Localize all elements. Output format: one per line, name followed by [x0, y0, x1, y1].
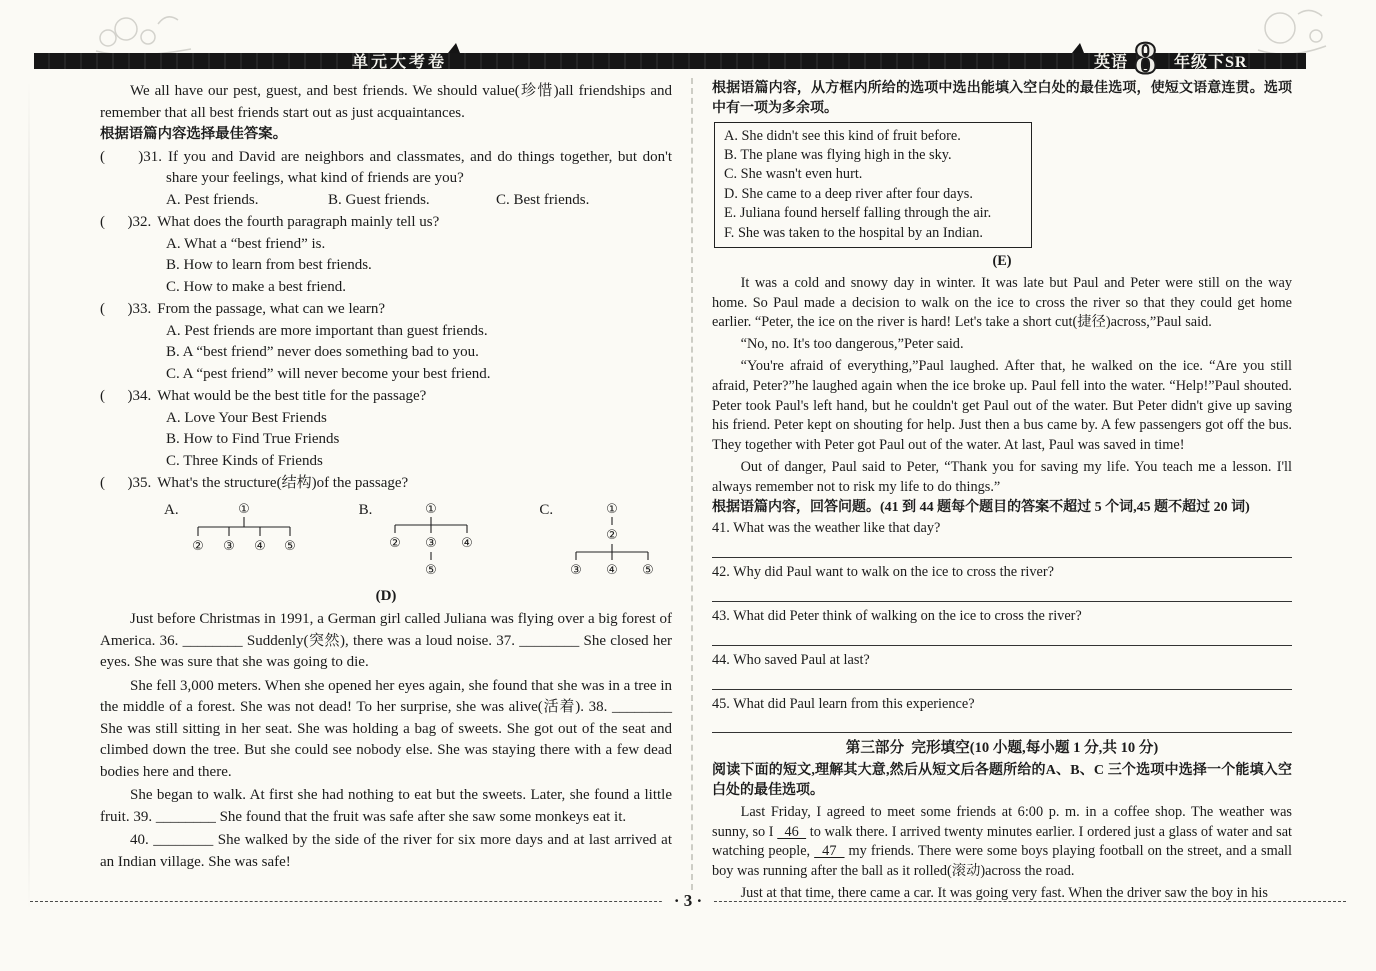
sentence-option-box: [714, 122, 1032, 248]
box-choice-instruction: 根据语篇内容，从方框内所给的选项中选出能填入空白处的最佳选项，使短文语意连贯。选项中有一项为多余项。: [712, 81, 1292, 116]
answer-line-42: [712, 583, 1292, 602]
svg-text:②: ②: [191, 538, 204, 554]
question-42: [712, 563, 1292, 602]
svg-text:①: ①: [606, 501, 618, 517]
svg-text:③: ③: [222, 538, 235, 554]
svg-text:②: ②: [389, 535, 402, 551]
svg-text:④: ④: [606, 562, 618, 578]
question-43-text: 43. What did Peter think of walking on the ice to cross the river?: [712, 607, 1082, 624]
choose-answer-instruction: 根据语篇内容选择最佳答案。: [100, 126, 288, 142]
box-option-f: F. She was taken to the hospital by an Indian.: [724, 224, 983, 241]
structure-diagram-c: [539, 500, 668, 584]
question-31-stem: [100, 147, 672, 190]
part3-instruction: 阅读下面的短文,理解其大意,然后从短文后各题所给的A、B、C 三个选项中选择一个能填入空白处的最佳选项。: [712, 763, 1292, 798]
answer-line-43: [712, 627, 1292, 646]
passage-d-paragraph-3: She began to walk. At first she had nothing to eat but the sweets. Later, she found a little fruit. 39. ________ She found that the fruit was safe after she saw some monkeys eat it.: [100, 787, 672, 825]
passage-e-label: (E): [992, 253, 1012, 270]
option-b: B. How to Find True Friends: [166, 431, 340, 447]
passage-d-paragraph-4: 40. ________ She walked by the side of the river for six more days and at last arrived at an Indian village. She was safe!: [100, 832, 672, 870]
option-a: A. Pest friends are more important than guest friends.: [166, 322, 488, 339]
option-a: A. Love Your Best Friends: [166, 409, 327, 426]
cloze-blank: 47: [814, 843, 845, 860]
diagram-label: B.: [358, 501, 373, 518]
svg-text:②: ②: [606, 527, 618, 543]
grade-suffix-label: 年级下SR: [1174, 54, 1248, 71]
question-33-options: [166, 321, 672, 386]
banner-triangle-right-icon: [1072, 43, 1084, 53]
question-34: [100, 386, 672, 472]
banner-triangle-left-icon: [448, 43, 460, 53]
header-banner: [34, 32, 1306, 83]
svg-text:⑤: ⑤: [283, 538, 296, 554]
option-a: A. What a “best friend” is.: [166, 235, 326, 252]
stem-text: What's the structure(结构)of the passage?: [157, 475, 409, 491]
part3-section-title: 第三部分 完形填空(10 小题,每小题 1 分,共 10 分): [845, 740, 1159, 757]
cloze-paragraph-1: Last Friday, I agreed to meet some friends at 6:00 p. m. in a coffee shop. The weather was sunny, so I 46 to walk there. I arrived twenty minutes earlier. I ordered just a glass of water and sat watching people, 47 my friends. There were some boys playing football on the street, and a small boy was running after the ball as it rolled(滚动)across the road.: [712, 803, 1293, 880]
box-option-d: D. She came to a deep river after four days.: [724, 185, 973, 202]
question-33-stem: [100, 299, 672, 321]
svg-text:①: ①: [237, 501, 250, 517]
right-column: [712, 79, 1292, 904]
question-31-options: [166, 190, 672, 212]
question-44: [712, 651, 1292, 690]
passage-d-label: (D): [375, 587, 397, 604]
question-32-stem: [100, 212, 672, 234]
question-34-stem: [100, 386, 672, 408]
cloze-paragraph-2: Just at that time, there came a car. It was going very fast. When the driver saw the boy in his: [740, 884, 1268, 901]
box-option-b: B. The plane was flying high in the sky.: [724, 147, 952, 163]
structure-diagram-a: [164, 500, 307, 584]
stem-text: What would be the best title for the passage?: [157, 388, 427, 404]
stem-text: From the passage, what can we learn?: [157, 301, 386, 317]
answer-questions-instruction: 根据语篇内容，回答问题。(41 到 44 题每个题目的答案不超过 5 个词,45 题不超过 20 词): [712, 499, 1250, 515]
box-option-c: C. She wasn't even hurt.: [724, 166, 863, 183]
svg-text:③: ③: [425, 535, 438, 551]
answer-line-41: [712, 539, 1292, 558]
stem-text: What does the fourth paragraph mainly tell us?: [157, 214, 440, 230]
tree-diagram-c: [556, 500, 668, 582]
box-option-a: A. She didn't see this kind of fruit before.: [724, 127, 961, 144]
option-c: C. Three Kinds of Friends: [166, 452, 323, 469]
question-33: [100, 299, 672, 385]
option-c: C. A “pest friend” will never become your best friend.: [166, 365, 491, 382]
question-34-options: [166, 408, 672, 473]
grade-number: 8: [1134, 32, 1157, 83]
answer-line-44: [712, 671, 1292, 690]
option-a: A. Pest friends.: [166, 191, 259, 208]
question-35-stem: [100, 473, 672, 495]
question-31: [100, 147, 672, 212]
question-41: [712, 519, 1292, 558]
svg-text:④: ④: [461, 535, 474, 551]
svg-text:⑤: ⑤: [425, 562, 438, 578]
tree-diagram-a: [182, 500, 307, 582]
option-c: C. How to make a best friend.: [166, 278, 346, 295]
answer-paren: ( )35.: [100, 475, 152, 491]
passage-d-paragraph-2: She fell 3,000 meters. When she opened her eyes again, she found that she was in a tree in the middle of a forest. She was not dead! To her surprise, she was alive(活着). 38. ________ She was still sitting in her seat. She was holding a bag of sweets. She got out of the seat and climbed down the tree. But she could see nobody else. She was staying there with a few dead bodies here and there.: [100, 677, 672, 780]
intro-paragraph: We all have our pest, guest, and best friends. We should value(珍惜)all friendships and remember that all best friends start out as just acquaintances.: [100, 83, 672, 121]
unit-title: 单元大考卷: [352, 54, 448, 71]
structure-diagram-b: [359, 500, 488, 584]
passage-e-paragraph-1: It was a cold and snowy day in winter. It was late but Paul and Peter were still on the way home. So Paul made a decision to walk on the ice to cross the river so that they could get home earlier. “Peter, the ice on the river is hard! Let's take a short cut(捷径)across,”Paul said.: [712, 274, 1292, 331]
cloze-blank: 46: [777, 823, 807, 840]
passage-e-paragraph-3: “You're afraid of everything,”Paul laughed. After that, he walked on the ice. “Are you still afraid, Peter?”he laughed again when the ice broke up. Paul fell into the water. “Help!”Paul shouted. Peter took Paul's left hand, but he couldn't get Paul out of the water. But Peter didn't give up saving his friend. Peter kept on shouting for help. Just then a bus came by. A few passengers got off the bus. They together with Peter got Paul out of the water. At last, Paul was saved in time!: [712, 358, 1292, 454]
passage-e-paragraph-2: “No, no. It's too dangerous,”Peter said.: [740, 336, 964, 353]
question-43: [712, 607, 1292, 646]
option-b: B. Guest friends.: [328, 191, 430, 208]
svg-text:①: ①: [425, 501, 438, 517]
answer-line-45: [712, 714, 1292, 733]
question-44-text: 44. Who saved Paul at last?: [712, 651, 870, 668]
diagram-label: A.: [164, 501, 179, 518]
passage-e-paragraph-4: Out of danger, Paul said to Peter, “Thank you for saving my life. You teach me a lesson. I'll always remember not to risk my life to do things.”: [712, 459, 1292, 495]
left-column: [100, 79, 672, 873]
svg-text:④: ④: [253, 538, 266, 554]
center-fold-line: [691, 78, 693, 890]
option-b: B. A “best friend” never does something bad to you.: [166, 344, 479, 360]
page-number: · 3 ·: [662, 891, 714, 911]
tree-diagram-b: [375, 500, 487, 582]
box-option-e: E. Juliana found herself falling through the air.: [724, 205, 992, 222]
option-c: C. Best friends.: [496, 191, 590, 208]
answer-paren: ( )32.: [100, 214, 152, 230]
stem-text: If you and David are neighbors and classmates, and do things together, but don't share your feelings, what kind of friends are you?: [166, 148, 672, 186]
svg-text:⑤: ⑤: [642, 562, 654, 578]
question-42-text: 42. Why did Paul want to walk on the ice to cross the river?: [712, 564, 1054, 581]
subject-label: 英语: [1094, 54, 1129, 71]
scan-edge-artifact: [28, 80, 30, 911]
question-35: [100, 473, 672, 584]
option-b: B. How to learn from best friends.: [166, 257, 372, 273]
question-45-text: 45. What did Paul learn from this experience?: [712, 695, 975, 712]
passage-d-paragraph-1: Just before Christmas in 1991, a German girl called Juliana was flying over a big forest of America. 36. ________ Suddenly(突然), there was a loud noise. 37. ________ She closed her eyes. She was sure that she was going to die.: [100, 611, 672, 670]
svg-text:③: ③: [570, 562, 582, 578]
question-32: [100, 212, 672, 298]
answer-paren: ( )34.: [100, 388, 152, 404]
answer-paren: ( )33.: [100, 301, 152, 317]
question-45: [712, 695, 1292, 734]
structure-diagrams: [164, 500, 672, 584]
question-41-text: 41. What was the weather like that day?: [712, 520, 941, 537]
question-32-options: [166, 234, 672, 299]
diagram-label: C.: [539, 501, 554, 518]
answer-paren: ( )31.: [100, 148, 162, 165]
